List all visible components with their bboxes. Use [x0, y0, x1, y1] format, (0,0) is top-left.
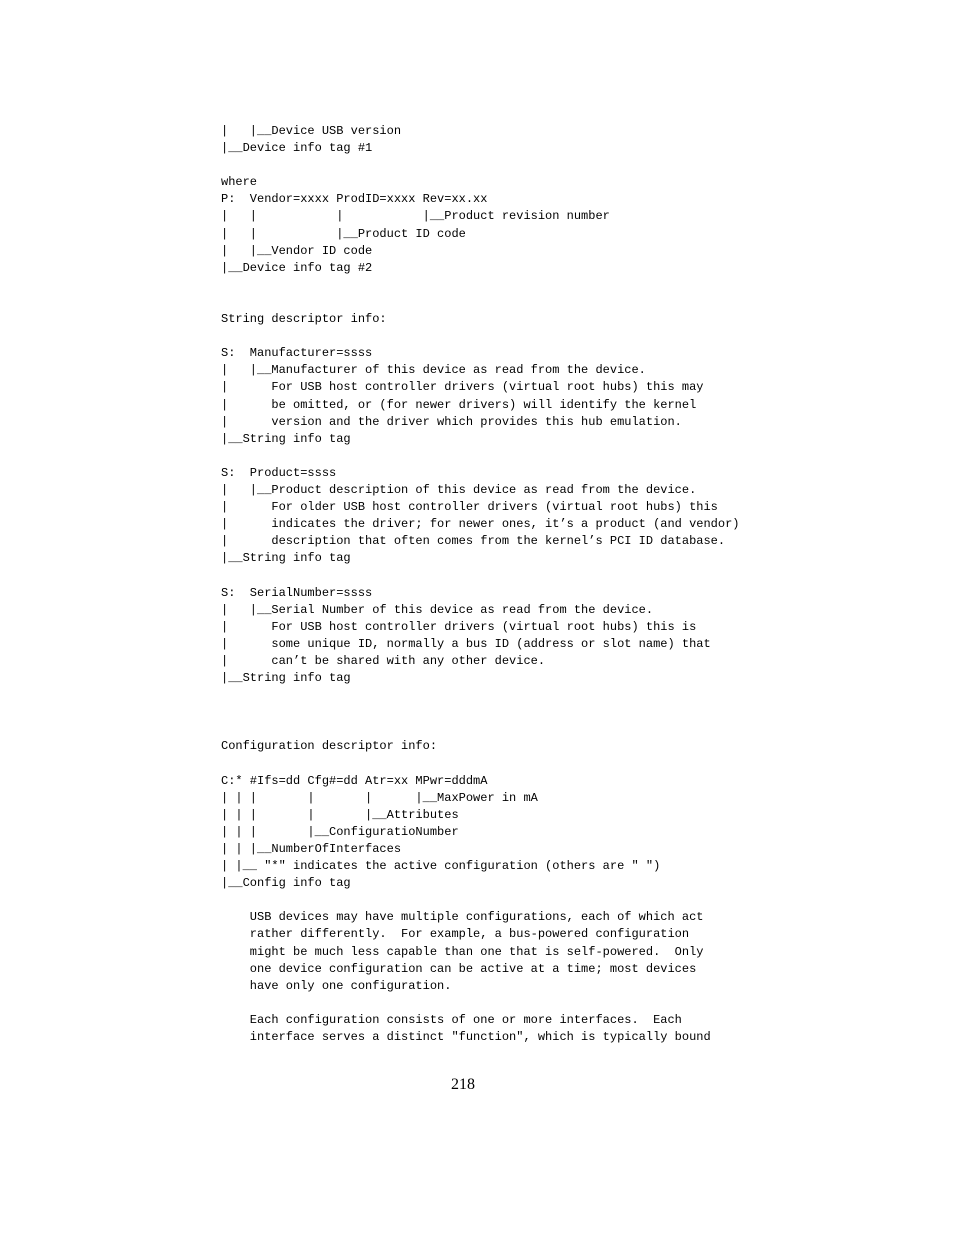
code-line: | | |__Product ID code	[221, 226, 466, 241]
code-line: | be omitted, or (for newer drivers) will identify the kernel	[221, 397, 697, 412]
code-line: | |__Product description of this device as read from the device.	[221, 482, 697, 497]
code-line: | |__Manufacturer of this device as read from the device.	[221, 363, 646, 378]
code-line: | | | | | |__MaxPower in mA	[221, 790, 538, 805]
code-line: | | | | |__Attributes	[221, 807, 459, 822]
code-line	[221, 755, 739, 772]
code-line	[221, 328, 739, 345]
code-line: one device configuration can be active at a time; most devices	[221, 961, 697, 976]
code-line: | |__Vendor ID code	[221, 243, 373, 258]
code-line: |__String info tag	[221, 551, 351, 566]
code-line: have only one configuration.	[221, 978, 452, 993]
code-line: | |__Serial Number of this device as read from the device.	[221, 602, 654, 617]
code-line	[221, 277, 739, 294]
code-line: | can’t be shared with any other device.	[221, 653, 546, 668]
code-line: S: Product=ssss	[221, 465, 337, 480]
code-line	[221, 995, 739, 1012]
code-line: | | |__NumberOfInterfaces	[221, 841, 402, 856]
code-line: | version and the driver which provides this hub emulation.	[221, 414, 682, 429]
code-line: S: SerialNumber=ssss	[221, 585, 373, 600]
code-line: rather differently. For example, a bus-powered configuration	[221, 927, 690, 942]
code-line: where	[221, 175, 258, 190]
code-line	[221, 294, 739, 311]
code-line: String descriptor info:	[221, 312, 387, 327]
code-line: USB devices may have multiple configurations, each of which act	[221, 910, 704, 925]
code-line: | description that often comes from the kernel’s PCI ID database.	[221, 534, 726, 549]
code-line: interface serves a distinct "function", which is typically bound	[221, 1029, 711, 1044]
code-line	[221, 687, 739, 704]
code-line: Each configuration consists of one or more interfaces. Each	[221, 1012, 682, 1027]
code-line: | | | |__ConfiguratioNumber	[221, 824, 459, 839]
code-line: might be much less capable than one that is self-powered. Only	[221, 944, 704, 959]
code-line	[221, 721, 739, 738]
code-line: C:* #Ifs=dd Cfg#=dd Atr=xx MPwr=dddmA	[221, 773, 488, 788]
code-listing	[221, 123, 739, 1046]
code-line	[221, 157, 739, 174]
code-line	[221, 704, 739, 721]
code-line: | For USB host controller drivers (virtual root hubs) this may	[221, 380, 704, 395]
code-line: | For USB host controller drivers (virtual root hubs) this is	[221, 619, 697, 634]
code-line: | |__Device USB version	[221, 124, 402, 138]
code-line: |__String info tag	[221, 671, 351, 685]
code-line	[221, 567, 739, 584]
code-line	[221, 892, 739, 909]
code-line: |__Device info tag #1	[221, 141, 373, 156]
code-line: |__Config info tag	[221, 876, 351, 891]
code-line: P: Vendor=xxxx ProdID=xxxx Rev=xx.xx	[221, 192, 488, 207]
code-line: | For older USB host controller drivers (virtual root hubs) this	[221, 500, 718, 515]
code-line: |__Device info tag #2	[221, 260, 373, 275]
code-line: | |__ "*" indicates the active configuration (others are " ")	[221, 859, 661, 874]
code-line: |__String info tag	[221, 431, 351, 446]
code-line	[221, 448, 739, 465]
code-line: | | | |__Product revision number	[221, 209, 610, 224]
code-line: Configuration descriptor info:	[221, 739, 438, 754]
code-line: S: Manufacturer=ssss	[221, 346, 373, 361]
code-line: | some unique ID, normally a bus ID (address or slot name) that	[221, 636, 711, 651]
code-line: | indicates the driver; for newer ones, it’s a product (and vendor)	[221, 517, 740, 532]
page-number: 218	[451, 1076, 475, 1093]
